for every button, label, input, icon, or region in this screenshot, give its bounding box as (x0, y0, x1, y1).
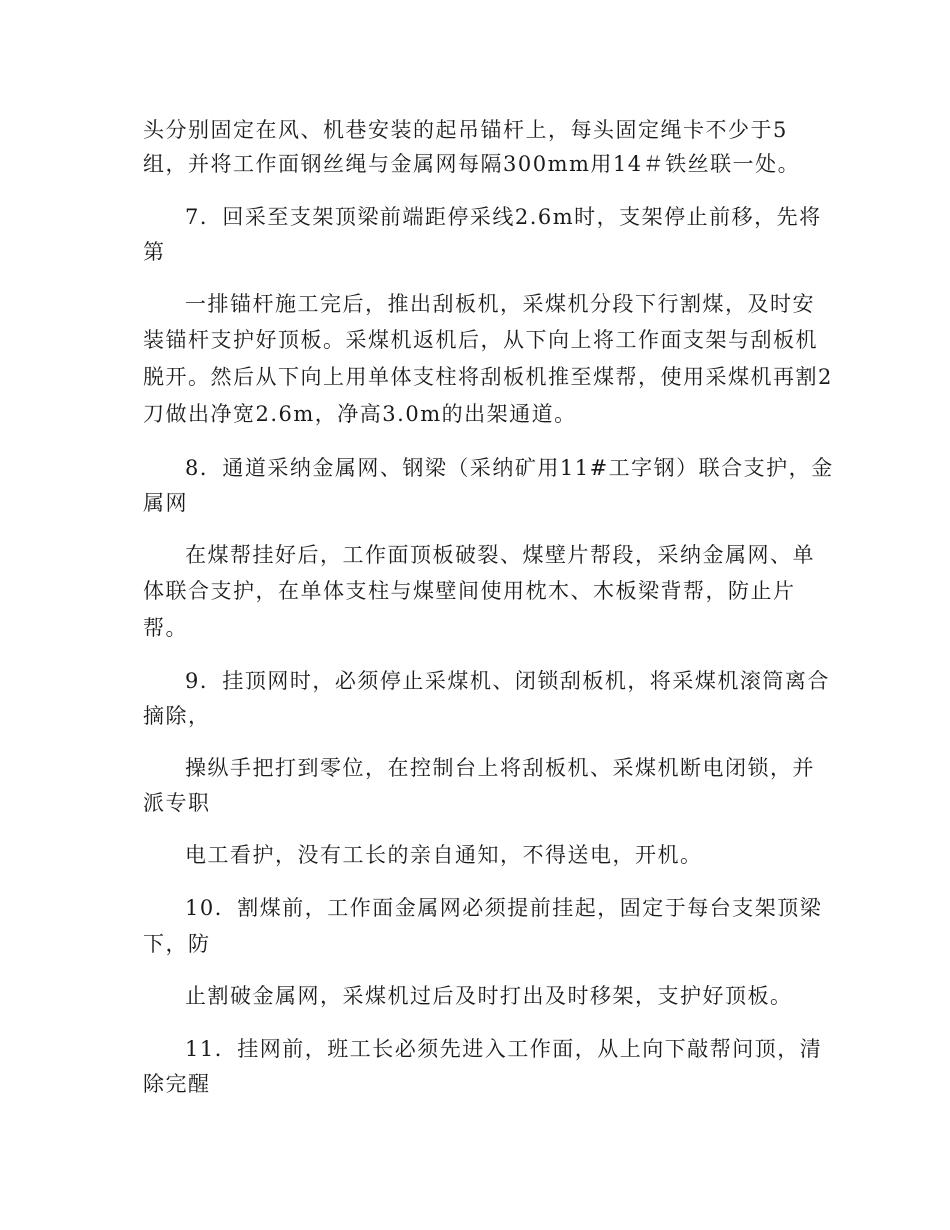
text-line: 在煤帮挂好后，工作面顶板破裂、煤壁片帮段，采纳金属网、单 (185, 543, 815, 567)
text-line: 头分别固定在风、机巷安装的起吊锚杆上，每头固定绳卡不少于5 (143, 118, 788, 142)
text-line: 体联合支护，在单体支柱与煤壁间使用枕木、木板梁背帮，防止片 (143, 579, 796, 603)
text-line: 电工看护，没有工长的亲自通知，不得送电，开机。 (185, 843, 703, 867)
text-line: 8．通道采纳金属网、钢梁（采纳矿用11#工字钢）联合支护，金 (185, 456, 834, 480)
text-line: 帮。 (143, 616, 188, 640)
text-line: 装锚杆支护好顶板。采煤机返机后，从下向上将工作面支架与刮板机 (143, 328, 818, 352)
text-line: 7．回采至支架顶梁前端距停采线2.6m时，支架停止前移，先将 (185, 205, 822, 229)
text-line: 除完醒 (143, 1072, 211, 1096)
text-line: 第 (143, 240, 166, 264)
text-line: 11．挂网前，班工长必须先进入工作面，从上向下敲帮问顶，清 (185, 1037, 823, 1061)
text-line: 10．割煤前，工作面金属网必须提前挂起，固定于每台支架顶梁 (185, 896, 823, 920)
text-line: 摘除， (143, 704, 211, 728)
text-line: 组，并将工作面钢丝绳与金属网每隔300mm用14＃铁丝联一处。 (143, 152, 801, 176)
text-line: 派专职 (143, 791, 211, 815)
text-line: 属网 (143, 491, 188, 515)
text-line: 操纵手把打到零位，在控制台上将刮板机、采煤机断电闭锁，并 (185, 756, 815, 780)
text-line: 一排锚杆施工完后，推出刮板机，采煤机分段下行割煤，及时安 (185, 292, 815, 316)
text-line: 9．挂顶网时，必须停止采煤机、闭锁刮板机，将采煤机滚筒离合 (185, 669, 830, 693)
text-line: 脱开。然后从下向上用单体支柱将刮板机推至煤帮，使用采煤机再割2 (143, 365, 833, 389)
text-line: 刀做出净宽2.6m，净高3.0m的出架通道。 (143, 402, 577, 426)
text-line: 下，防 (143, 932, 211, 956)
text-line: 止割破金属网，采煤机过后及时打出及时移架，支护好顶板。 (185, 984, 793, 1008)
